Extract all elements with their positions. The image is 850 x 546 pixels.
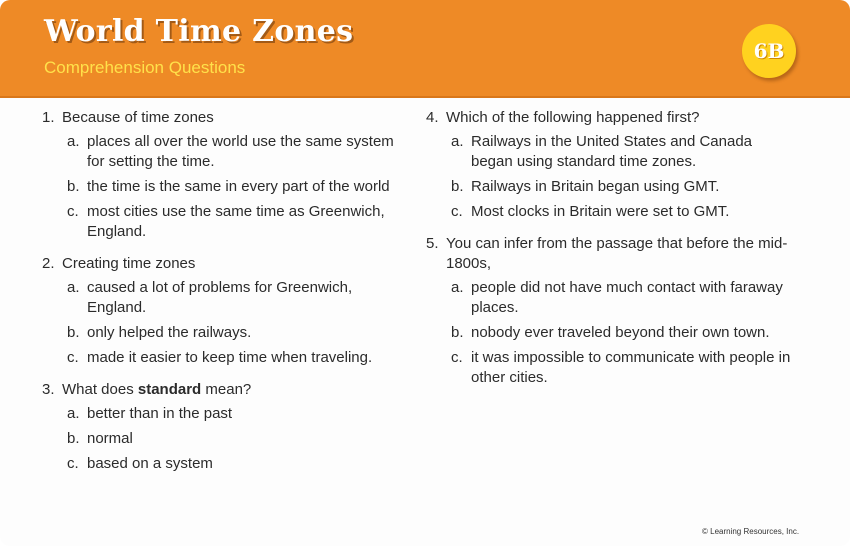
option-letter: c.: [451, 203, 463, 220]
answer-option: [426, 348, 796, 388]
option-text: Railways in Britain began using GMT.: [471, 178, 720, 195]
card-subtitle: Comprehension Questions: [44, 58, 246, 77]
copyright-notice: © Learning Resources, Inc.: [702, 527, 800, 536]
option-letter: b.: [67, 324, 80, 341]
option-text: made it easier to keep time when traveling.: [87, 349, 373, 366]
option-letter: a.: [67, 279, 80, 296]
question-4: [426, 108, 796, 222]
answer-options: [42, 278, 412, 368]
answer-option: [426, 132, 796, 172]
option-letter: a.: [67, 133, 80, 150]
option-letter: c.: [67, 203, 79, 220]
option-letter: a.: [67, 405, 80, 422]
answer-option: [426, 323, 796, 343]
option-letter: b.: [67, 430, 80, 447]
option-letter: a.: [451, 279, 464, 296]
question-number: 3.: [42, 381, 55, 398]
card-title: World Time Zones: [44, 14, 354, 49]
answer-options: [42, 404, 412, 474]
answer-option: [42, 429, 412, 449]
option-text: nobody ever traveled beyond their own town.: [471, 324, 770, 341]
left-column: [42, 108, 412, 486]
option-letter: c.: [67, 349, 79, 366]
option-text: Railways in the United States and Canada began using standard time zones.: [471, 133, 753, 170]
option-text: places all over the world use the same system for setting the time.: [87, 133, 394, 170]
option-text: the time is the same in every part of the world: [87, 178, 390, 195]
right-column: [426, 108, 796, 400]
question-text-before: What does: [62, 381, 138, 398]
answer-option: [42, 132, 412, 172]
answer-option: [42, 454, 412, 474]
option-text: normal: [87, 430, 133, 447]
question-number: 1.: [42, 109, 55, 126]
option-text: people did not have much contact with faraway places.: [471, 279, 783, 316]
question-5: [426, 234, 796, 388]
answer-options: [42, 132, 412, 242]
question-number: 4.: [426, 109, 439, 126]
option-text: most cities use the same time as Greenwich, England.: [87, 203, 385, 240]
answer-option: [42, 404, 412, 424]
question-text: [62, 380, 412, 400]
question-text: Creating time zones: [62, 255, 196, 272]
question-keyword: standard: [137, 381, 202, 398]
question-1: [42, 108, 412, 242]
option-letter: b.: [451, 178, 464, 195]
answer-option: [426, 202, 796, 222]
option-letter: a.: [451, 133, 464, 150]
option-letter: c.: [451, 349, 463, 366]
answer-options: [426, 132, 796, 222]
option-letter: b.: [451, 324, 464, 341]
answer-option: [426, 278, 796, 318]
question-text: Which of the following happened first?: [446, 109, 700, 126]
answer-option: [42, 323, 412, 343]
answer-option: [42, 348, 412, 368]
answer-option: [42, 202, 412, 242]
option-text: better than in the past: [87, 405, 233, 422]
answer-option: [42, 177, 412, 197]
question-3: [42, 380, 412, 474]
question-text: Because of time zones: [62, 109, 214, 126]
option-letter: c.: [67, 455, 79, 472]
question-number: 5.: [426, 235, 439, 252]
answer-option: [42, 278, 412, 318]
question-number: 2.: [42, 255, 55, 272]
question-text: You can infer from the passage that before the mid-1800s,: [446, 235, 788, 272]
question-text-after: mean?: [201, 381, 252, 398]
answer-options: [426, 278, 796, 388]
question-2: [42, 254, 412, 368]
option-text: it was impossible to communicate with people in other cities.: [471, 349, 791, 386]
answer-option: [426, 177, 796, 197]
card-number-badge: 6B: [742, 24, 796, 78]
option-text: caused a lot of problems for Greenwich, England.: [87, 279, 353, 316]
option-text: only helped the railways.: [87, 324, 252, 341]
card-header: [0, 0, 850, 98]
option-text: based on a system: [87, 455, 213, 472]
option-letter: b.: [67, 178, 80, 195]
option-text: Most clocks in Britain were set to GMT.: [471, 203, 730, 220]
